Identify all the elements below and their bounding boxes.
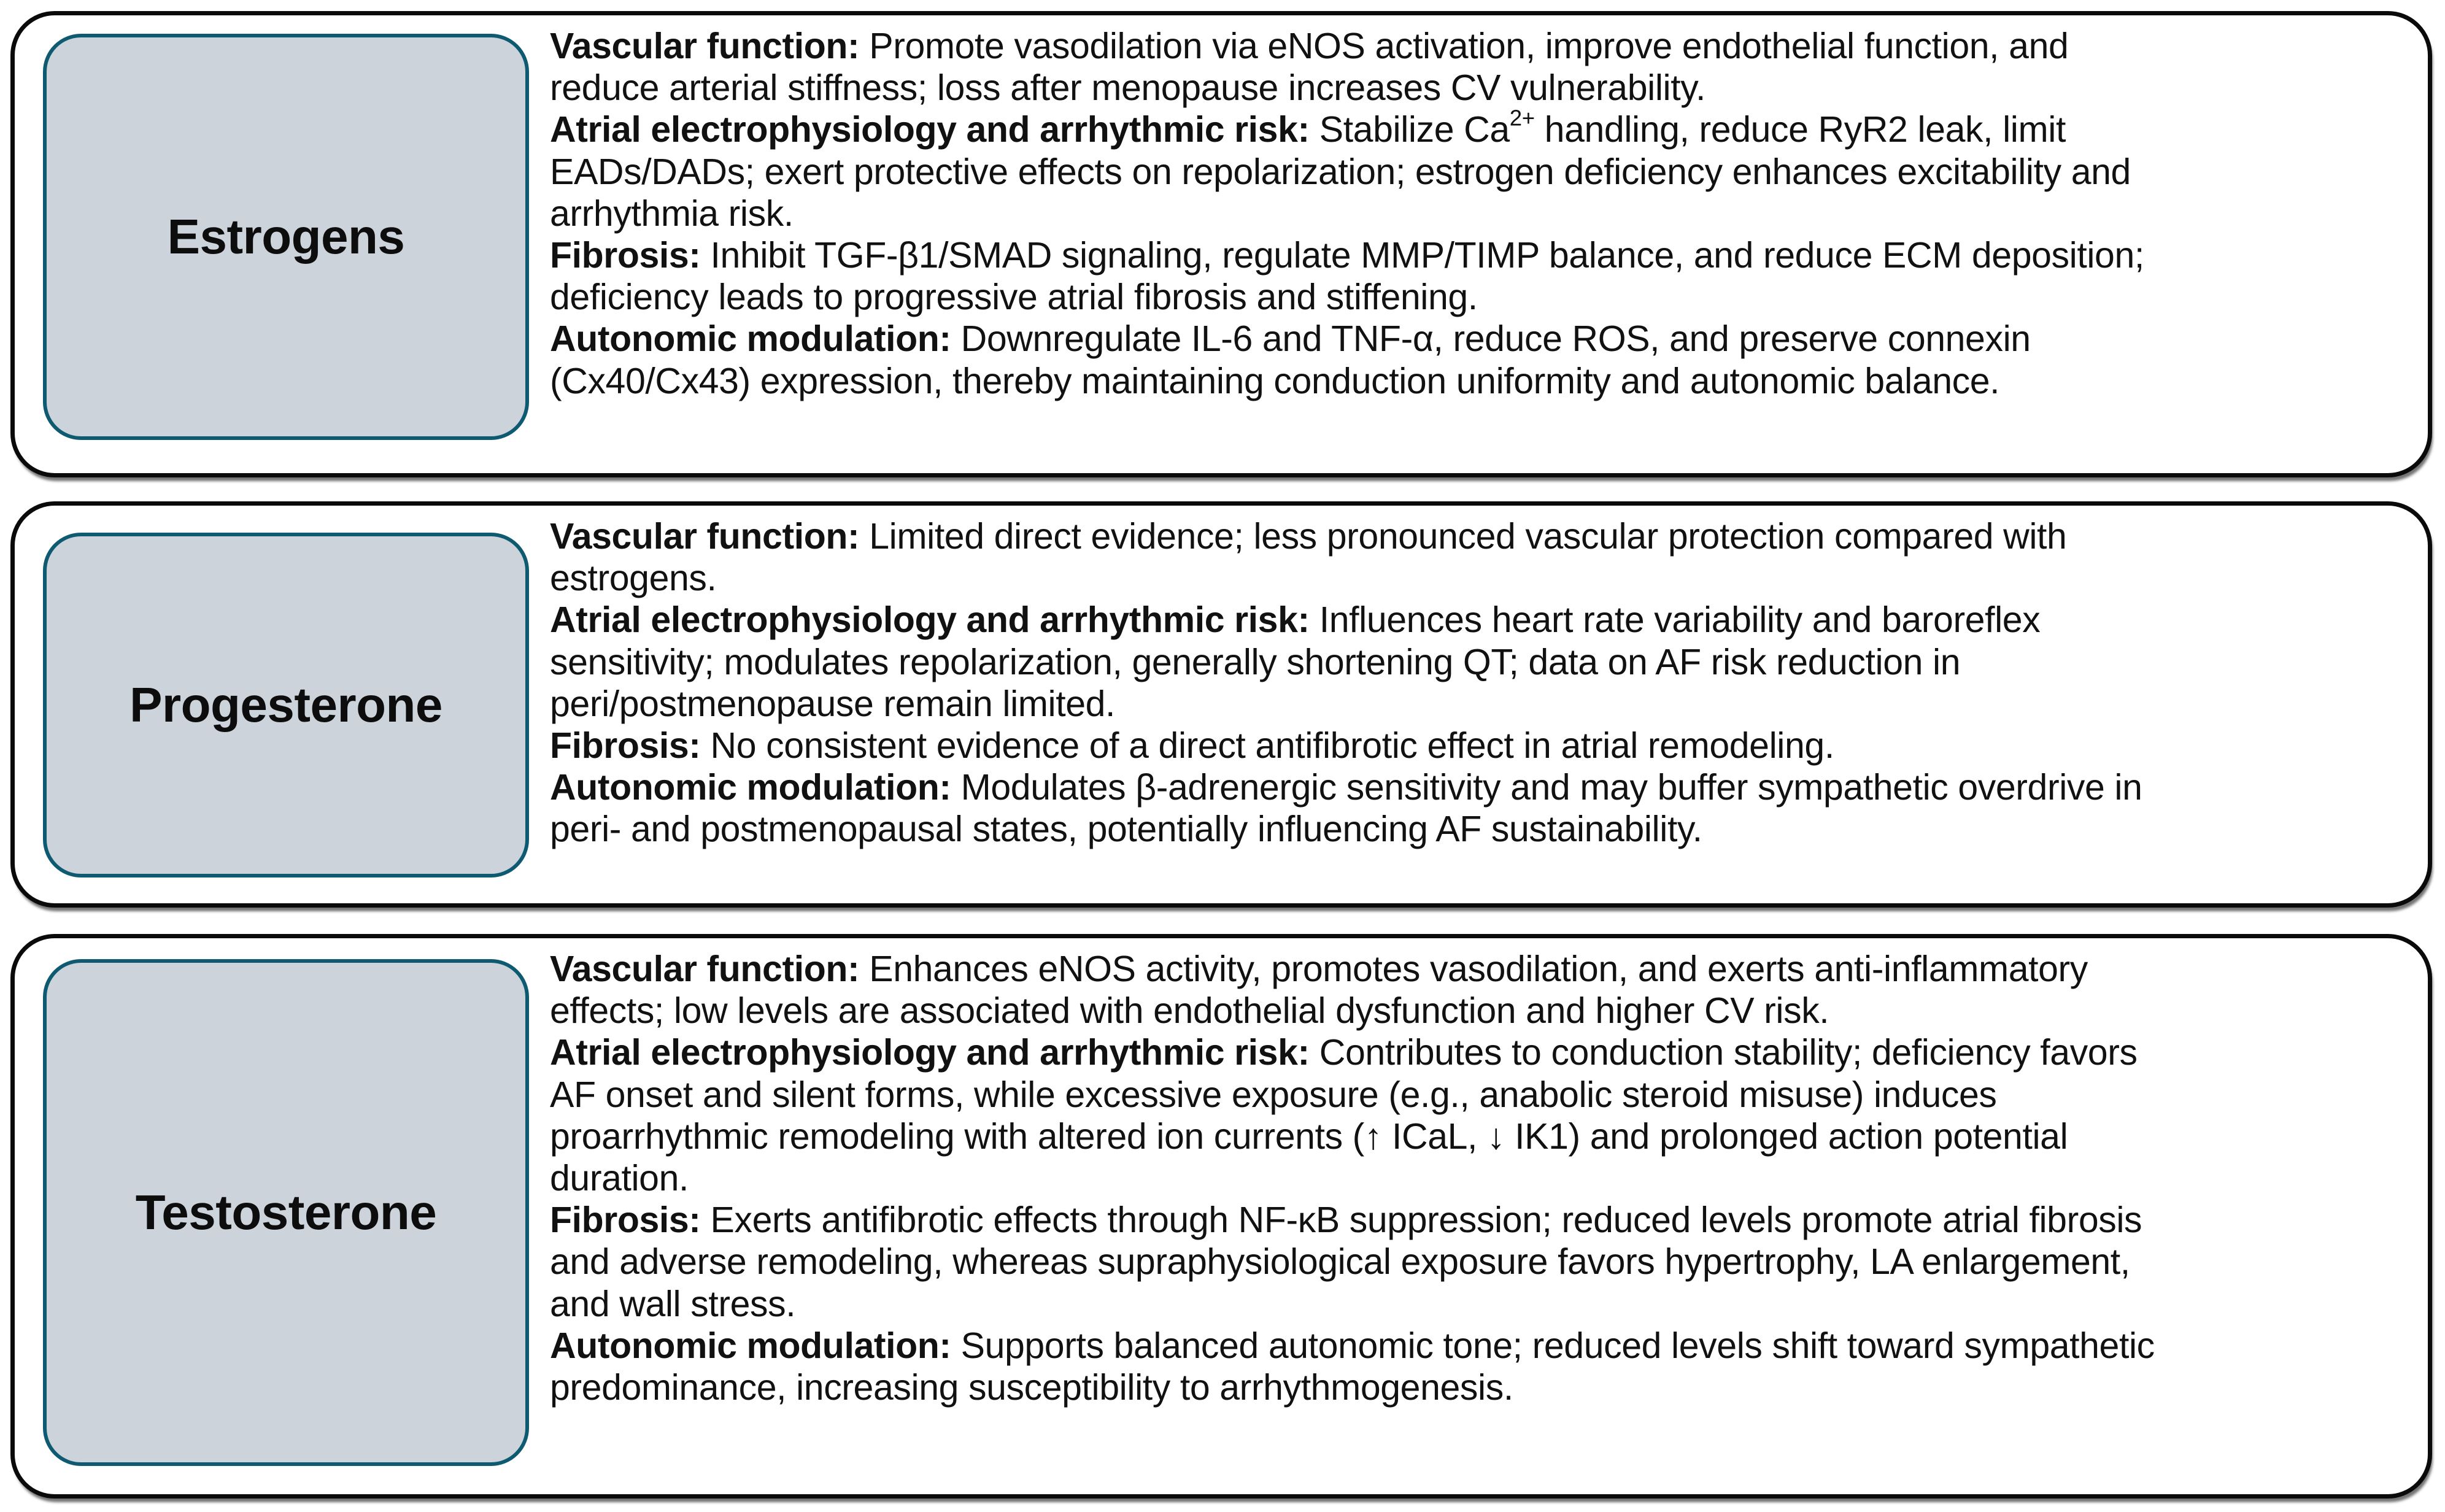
effect-term: Fibrosis: [550, 234, 701, 276]
effect-term: Atrial electrophysiology and arrhythmic risk: [550, 600, 1310, 641]
text-line [550, 641, 2428, 683]
effect-description: reduce arterial stiffness; loss after menopause increases CV vulnerability. [550, 68, 1705, 109]
text-line [550, 948, 2428, 990]
effect-description: peri- and postmenopausal states, potentially influencing AF sustainability. [550, 809, 1702, 850]
effect-term: Fibrosis: [550, 1200, 701, 1241]
text-line [550, 515, 2428, 557]
effect-description: Supports balanced autonomic tone; reduced levels shift toward sympathetic [951, 1325, 2155, 1366]
effect-description: sensitivity; modulates repolarization, generally shortening QT; data on AF risk reduction in [550, 641, 1961, 682]
effect-term: Atrial electrophysiology and arrhythmic risk: [550, 109, 1310, 150]
panel-testosterone [10, 934, 2432, 1498]
text-line [550, 276, 2428, 318]
effect-description: and wall stress. [550, 1283, 796, 1324]
text-line [550, 1199, 2428, 1241]
effect-description: Downregulate IL-6 and TNF-α, reduce ROS, and preserve connexin [951, 318, 2031, 360]
effect-term: Vascular function: [550, 26, 860, 66]
text-line [550, 1116, 2428, 1157]
effect-term: Autonomic modulation: [550, 318, 951, 360]
text-line [550, 360, 2428, 402]
panel-progesterone [10, 501, 2432, 908]
text-line [550, 1283, 2428, 1325]
effects-text [550, 948, 2428, 1408]
hormone-box-estrogens [43, 34, 529, 440]
effect-description: EADs/DADs; exert protective effects on repolarization; estrogen deficiency enhances excitability and [550, 151, 2131, 192]
text-line [550, 599, 2428, 641]
effect-term: Vascular function: [550, 516, 860, 557]
effect-description: (Cx40/Cx43) expression, thereby maintaining conduction uniformity and autonomic balance. [550, 360, 2000, 401]
effect-description: Influences heart rate variability and baroreflex [1309, 600, 2041, 641]
text-line [550, 766, 2428, 808]
effect-term: Atrial electrophysiology and arrhythmic risk: [550, 1032, 1310, 1073]
effect-description: estrogens. [550, 558, 717, 599]
effect-description: Exerts antifibrotic effects through NF-κB suppression; reduced levels promote atrial fibrosis [700, 1200, 2142, 1241]
text-line [550, 25, 2428, 67]
hormone-label: Testosterone [135, 1185, 437, 1240]
text-line [550, 683, 2428, 725]
text-line [550, 725, 2428, 766]
effect-term: Autonomic modulation: [550, 767, 951, 808]
text-line [550, 151, 2428, 193]
effect-term: Autonomic modulation: [550, 1325, 951, 1366]
effect-term: Vascular function: [550, 949, 860, 989]
hormone-box-progesterone [43, 533, 529, 878]
text-line [550, 106, 2428, 150]
effects-text [550, 25, 2428, 402]
effect-description: Promote vasodilation via eNOS activation, improve endothelial function, and [859, 26, 2069, 66]
effect-description: No consistent evidence of a direct antifibrotic effect in atrial remodeling. [700, 725, 1834, 766]
text-line [550, 1367, 2428, 1408]
effect-description: handling, reduce RyR2 leak, limit [1534, 109, 2066, 150]
effect-description: peri/postmenopause remain limited. [550, 683, 1116, 724]
text-line [550, 67, 2428, 109]
text-line [550, 1157, 2428, 1199]
hormone-box-testosterone [43, 959, 529, 1466]
superscript: 2+ [1509, 106, 1535, 131]
text-line [550, 990, 2428, 1032]
text-line [550, 1074, 2428, 1116]
text-line [550, 808, 2428, 850]
hormone-label: Progesterone [129, 677, 442, 732]
effect-description: arrhythmia risk. [550, 193, 794, 234]
text-line [550, 1325, 2428, 1367]
effect-description: duration. [550, 1157, 689, 1198]
effect-term: Fibrosis: [550, 725, 701, 766]
effect-description: Stabilize Ca [1309, 109, 1510, 150]
text-line [550, 234, 2428, 276]
text-line [550, 1032, 2428, 1073]
effect-description: Enhances eNOS activity, promotes vasodilation, and exerts anti-inflammatory [859, 949, 2088, 989]
effect-description: Modulates β-adrenergic sensitivity and may buffer sympathetic overdrive in [951, 767, 2142, 808]
panel-estrogens [10, 11, 2432, 477]
effect-description: deficiency leads to progressive atrial fibrosis and stiffening. [550, 277, 1478, 318]
effect-description: Inhibit TGF-β1/SMAD signaling, regulate MMP/TIMP balance, and reduce ECM deposition; [700, 234, 2144, 276]
text-line [550, 1241, 2428, 1282]
text-line [550, 193, 2428, 234]
effect-description: Contributes to conduction stability; deficiency favors [1309, 1032, 2138, 1073]
text-line [550, 557, 2428, 599]
text-line [550, 318, 2428, 360]
effect-description: Limited direct evidence; less pronounced vascular protection compared with [859, 516, 2067, 557]
effect-description: predominance, increasing susceptibility to arrhythmogenesis. [550, 1367, 1513, 1408]
hormone-label: Estrogens [167, 209, 405, 264]
effect-description: and adverse remodeling, whereas supraphysiological exposure favors hypertrophy, LA enlargement, [550, 1241, 2130, 1282]
effect-description: effects; low levels are associated with endothelial dysfunction and higher CV risk. [550, 990, 1829, 1032]
effect-description: proarrhythmic remodeling with altered ion currents (↑ ICaL, ↓ IK1) and prolonged action potential [550, 1116, 2068, 1157]
effect-description: AF onset and silent forms, while excessive exposure (e.g., anabolic steroid misuse) induces [550, 1074, 1997, 1115]
effects-text [550, 515, 2428, 850]
